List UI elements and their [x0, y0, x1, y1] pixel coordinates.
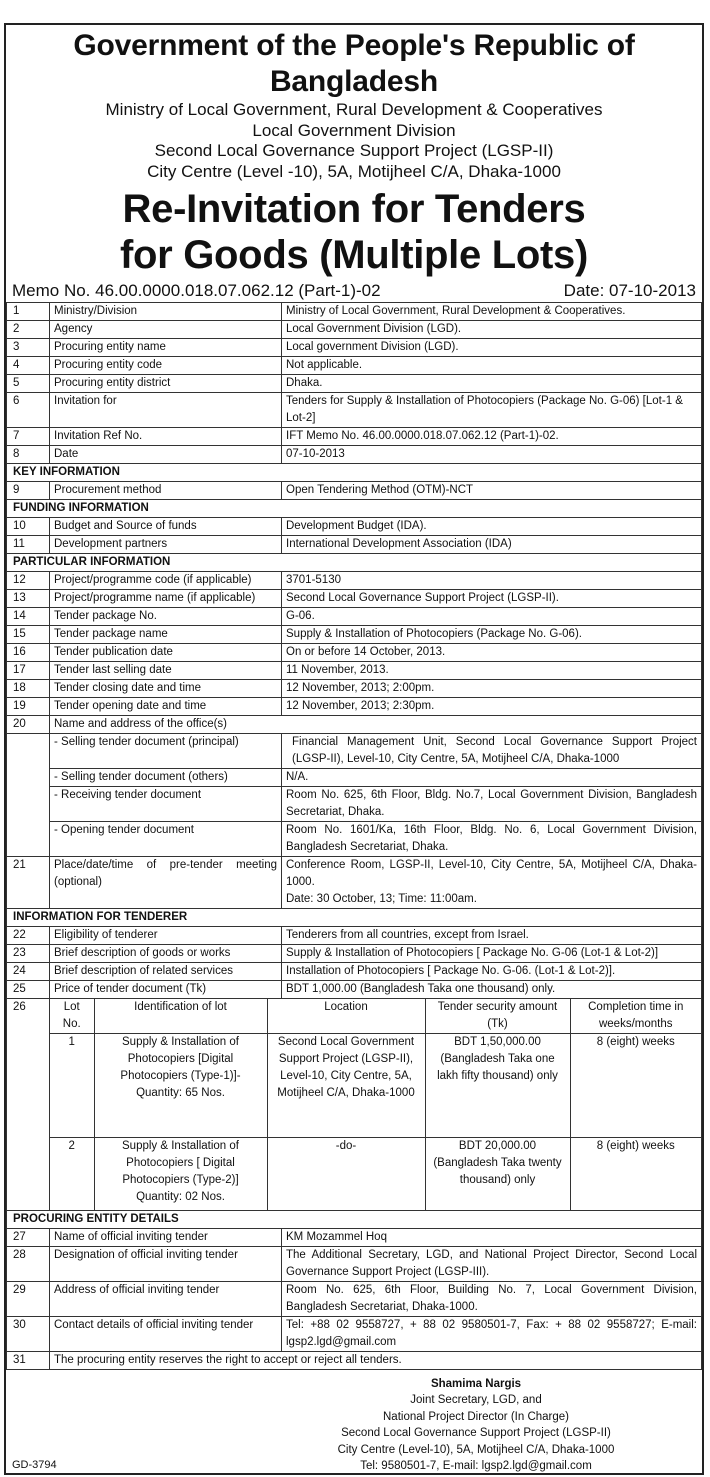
table-row: - Selling tender document (others) N/A. [7, 769, 702, 787]
tender-details-table [6, 302, 702, 1370]
section-heading: KEY INFORMATION [7, 464, 702, 482]
notice-title-line1: Re-Invitation for Tenders [122, 187, 586, 231]
table-row: 28 Designation of official inviting tender The Additional Secretary, LGD, and National Project Director, Second Local Governance Support Project (LGSP-III). [7, 1246, 702, 1281]
table-row: 9 Procurement method Open Tendering Method (OTM)-NCT [7, 482, 702, 500]
lots-header-row: Lot No. Identification of lot Location Tender security amount (Tk) Completion time in weeks/months [50, 999, 701, 1034]
table-row: 17 Tender last selling date 11 November, 2013. [7, 662, 702, 680]
section-heading: PROCURING ENTITY DETAILS [7, 1210, 702, 1228]
table-row: - Receiving tender document Room No. 625, 6th Floor, Bldg. No.7, Local Government Division, Bangladesh Secretariat, Dhaka. [7, 787, 702, 822]
table-row: 12 Project/programme code (if applicable) 3701-5130 [7, 572, 702, 590]
table-row: 23 Brief description of goods or works Supply & Installation of Photocopiers [ Package No. G-06 (Lot-1 & Lot-2)] [7, 945, 702, 963]
table-row: 11 Development partners International Development Association (IDA) [7, 536, 702, 554]
table-row: 29 Address of official inviting tender Room No. 625, 6th Floor, Building No. 7, Local Government Division, Bangladesh Secretariat, Dhaka-1000. [7, 1281, 702, 1316]
lot-row: 1 Supply & Installation of Photocopiers [Digital Photocopiers (Type-1)]- Quantity: 65 Nos. Second Local Government Support Project (LGSP-II), Level-10, City Centre, 5A, Motijheel C/A, Dhaka-1000 BDT 1,50,000.00 (Bangladesh Taka one lakh fifty thousand) only 8 (eight) weeks [50, 1034, 701, 1138]
signatory-role: National Project Director (In Charge) [383, 1410, 569, 1423]
table-row: 2 Agency Local Government Division (LGD). [7, 321, 702, 339]
table-row: 8 Date 07-10-2013 [7, 446, 702, 464]
table-row: 18 Tender closing date and time 12 November, 2013; 2:00pm. [7, 680, 702, 698]
memo-line [6, 278, 702, 302]
table-row: 1 Ministry/Division Ministry of Local Government, Rural Development & Cooperatives. [7, 303, 702, 321]
notice-header [6, 28, 702, 278]
division-line: Local Government Division [252, 120, 456, 140]
section-heading: INFORMATION FOR TENDERER [7, 909, 702, 927]
signatory-title: Joint Secretary, LGD, and [410, 1394, 542, 1406]
project-line: Second Local Governance Support Project (LGSP-II) [154, 141, 554, 160]
table-row: 14 Tender package No. G-06. [7, 608, 702, 626]
memo-date: Date: 07-10-2013 [563, 281, 696, 300]
table-row: 21 Place/date/time of pre-tender meeting (optional) Conference Room, LGSP-II, Level-10, City Centre, 5A, Motijheel C/A, Dhaka-1000. Date: 30 October, 13; Time: 11:00am. [7, 857, 702, 909]
government-title: Government of the People's Republic of Bangladesh [73, 29, 635, 98]
table-row: 5 Procuring entity district Dhaka. [7, 375, 702, 393]
table-row: 3 Procuring entity name Local government Division (LGD). [7, 339, 702, 357]
table-row: 27 Name of official inviting tender KM Mozammel Hoq [7, 1228, 702, 1246]
table-row: 25 Price of tender document (Tk) BDT 1,000.00 (Bangladesh Taka one thousand) only. [7, 981, 702, 999]
table-row: 4 Procuring entity code Not applicable. [7, 357, 702, 375]
table-row: 31 The procuring entity reserves the right to accept or reject all tenders. [7, 1351, 702, 1369]
table-row: 24 Brief description of related services Installation of Photocopiers [ Package No. G-06. (Lot-1 & Lot-2)]. [7, 963, 702, 981]
lots-table [50, 999, 701, 1210]
notice-title-line2: for Goods (Multiple Lots) [120, 233, 588, 277]
footer-code: GD-3794 [12, 1459, 57, 1471]
table-row: 10 Budget and Source of funds Development Budget (IDA). [7, 518, 702, 536]
table-row: 16 Tender publication date On or before 14 October, 2013. [7, 644, 702, 662]
table-row: - Opening tender document Room No. 1601/Ka, 16th Floor, Bldg. No. 6, Local Government Division, Bangladesh Secretariat, Dhaka. [7, 822, 702, 857]
table-row: - Selling tender document (principal) Financial Management Unit, Second Local Governance Support Project (LGSP-II), Level-10, City Centre, 5A, Motijheel C/A, Dhaka-1000 [7, 734, 702, 769]
section-heading: PARTICULAR INFORMATION [7, 554, 702, 572]
lot-row: 2 Supply & Installation of Photocopiers [ Digital Photocopiers (Type-2)] Quantity: 02 Nos. -do- BDT 20,000.00 (Bangladesh Taka twenty thousand) only 8 (eight) weeks [50, 1138, 701, 1210]
signatory-project: Second Local Governance Support Project (LGSP-II) [341, 1427, 611, 1439]
ministry-line: Ministry of Local Government, Rural Development & Cooperatives [105, 100, 603, 119]
table-row: 15 Tender package name Supply & Installation of Photocopiers (Package No. G-06). [7, 626, 702, 644]
signatory-contact: Tel: 9580501-7, E-mail: lgsp2.lgd@gmail.com [360, 1460, 592, 1472]
notice-frame [4, 23, 704, 1475]
section-heading: FUNDING INFORMATION [7, 500, 702, 518]
table-row: 20 Name and address of the office(s) [7, 716, 702, 734]
table-row: 19 Tender opening date and time 12 November, 2013; 2:30pm. [7, 698, 702, 716]
signatory-address: City Centre (Level-10), 5A, Motijheel C/A, Dhaka-1000 [337, 1443, 615, 1456]
signature-block [246, 1370, 704, 1475]
table-row: 22 Eligibility of tenderer Tenderers from all countries, except from Israel. [7, 927, 702, 945]
table-row: 6 Invitation for Tenders for Supply & Installation of Photocopiers (Package No. G-06) [Lot-1 & Lot-2] [7, 393, 702, 428]
table-row: 13 Project/programme name (if applicable) Second Local Governance Support Project (LGSP-II). [7, 590, 702, 608]
table-row: 30 Contact details of official inviting tender Tel: +88 02 9558727, + 88 02 9580501-7, Fax: + 88 02 9558727; E-mail: lgsp2.lgd@gmail.com [7, 1316, 702, 1351]
address-line: City Centre (Level -10), 5A, Motijheel C/A, Dhaka-1000 [147, 161, 561, 181]
table-row: 26 Lot No. Identification of lot Location Tender security amount (Tk) Completion time in weeks/months 1 Supply & Installation of Photocopiers [Digital Photocopiers (Type-1)]- Quantity: 65 Nos. Second Local Government Support Project (LGSP-II), Level-10, City Centre, 5A, Motijheel C/A, Dhaka-1000 BDT 1,50,000.00 (Bangladesh Taka one lakh fifty thousand) only 8 (eight) weeks 2 Supply & Installation of Photocopiers [ Digital Photocopiers (Type-2)] Quantity: 02 Nos. -do- BDT 20,000.00 (Bangladesh Taka twenty thousand) only 8 (eight) weeks [7, 999, 702, 1211]
table-row: 7 Invitation Ref No. IFT Memo No. 46.00.0000.018.07.062.12 (Part-1)-02. [7, 428, 702, 446]
memo-number: Memo No. 46.00.0000.018.07.062.12 (Part-1)-02 [12, 281, 381, 300]
signatory-name: Shamima Nargis [430, 1377, 522, 1390]
